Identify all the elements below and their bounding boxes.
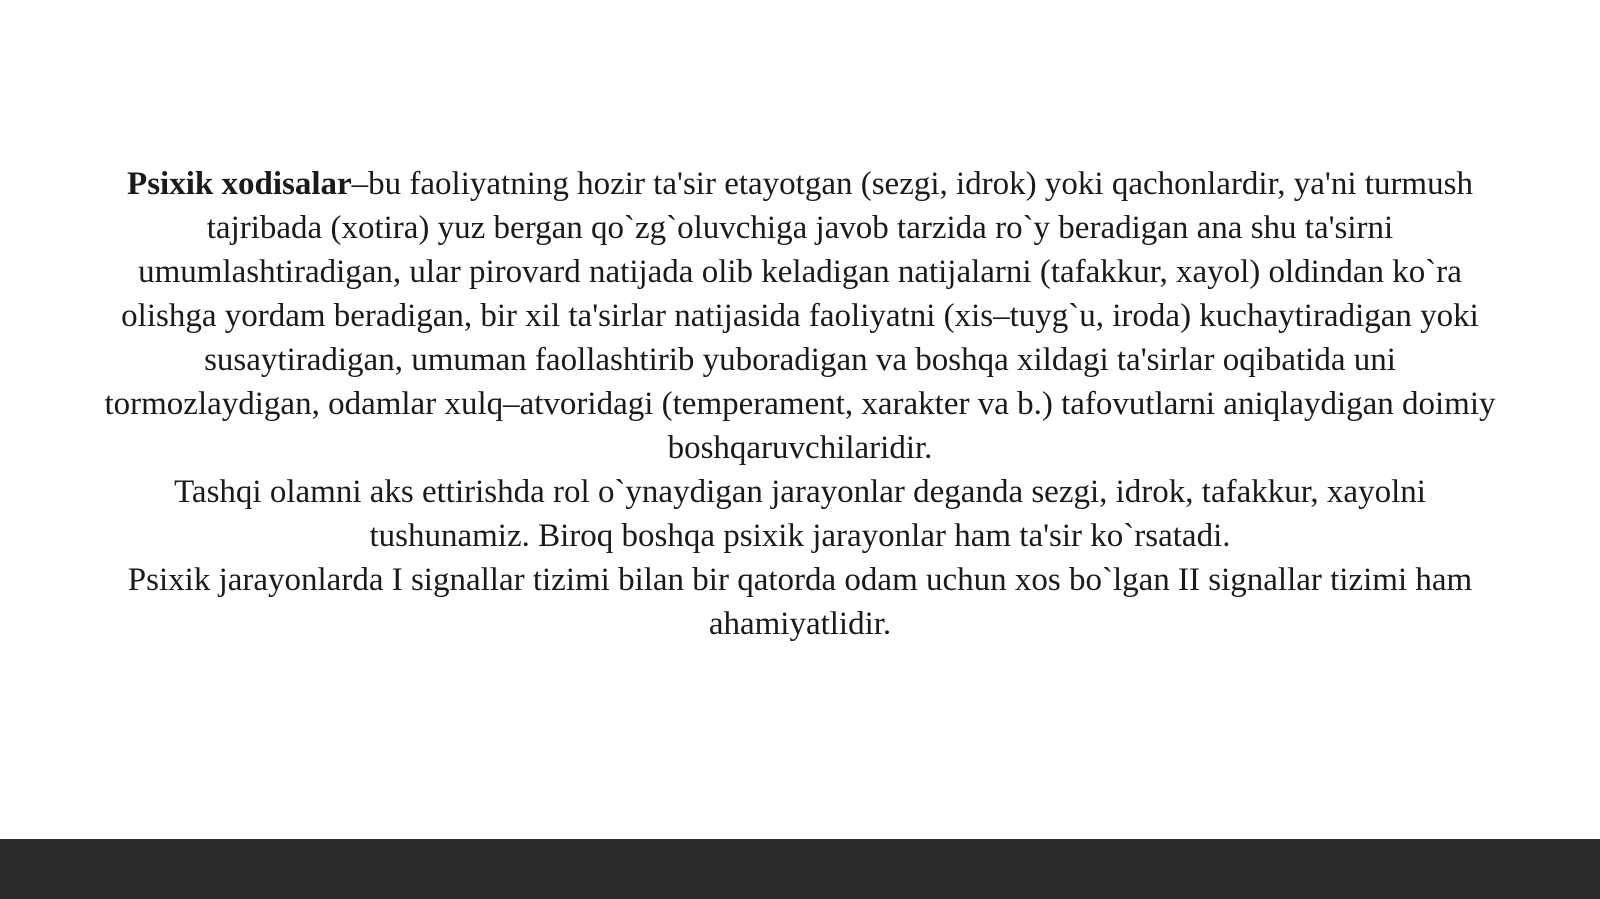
definition-text: –bu faoliyatning hozir ta'sir etayotgan (sezgi, idrok) yoki qachonlardir, ya'ni turmush tajribada (xotira) yuz bergan qo`zg`oluvchiga javob tarzida ro`y beradigan ana shu ta'sirni umumlashtiradigan, ular pirovard natijada olib keladigan natijalarni (tafakkur, xayol) oldindan ko`ra olishga yordam beradigan, bir xil ta'sirlar natijasida faoliyatni (xis–tuyg`u, iroda) kuchaytiradigan yoki susaytiradigan, umuman faollashtirib yuboradigan va boshqa xildagi ta'sirlar oqibatida uni tormozlaydigan, odamlar xulq–atvoridagi (temperament, xarakter va b.) tafovutlarni aniqlaydigan doimiy boshqaruvchilaridir. <box>104 166 1496 466</box>
defined-term: Psixik xodisalar <box>127 166 352 202</box>
paragraph-external-world: Tashqi olamni aks ettirishda rol o`ynaydigan jarayonlar deganda sezgi, idrok, tafakkur, xayolni tushunamiz. Biroq boshqa psixik jarayonlar ham ta'sir ko`rsatadi. <box>174 474 1426 554</box>
footer-bar <box>0 839 1600 899</box>
paragraph-definition <box>100 162 1500 470</box>
paragraph-signal-systems: Psixik jarayonlarda I signallar tizimi bilan bir qatorda odam uchun xos bo`lgan II signallar tizimi ham ahamiyatlidir. <box>127 562 1473 642</box>
slide-body-text <box>100 162 1500 646</box>
